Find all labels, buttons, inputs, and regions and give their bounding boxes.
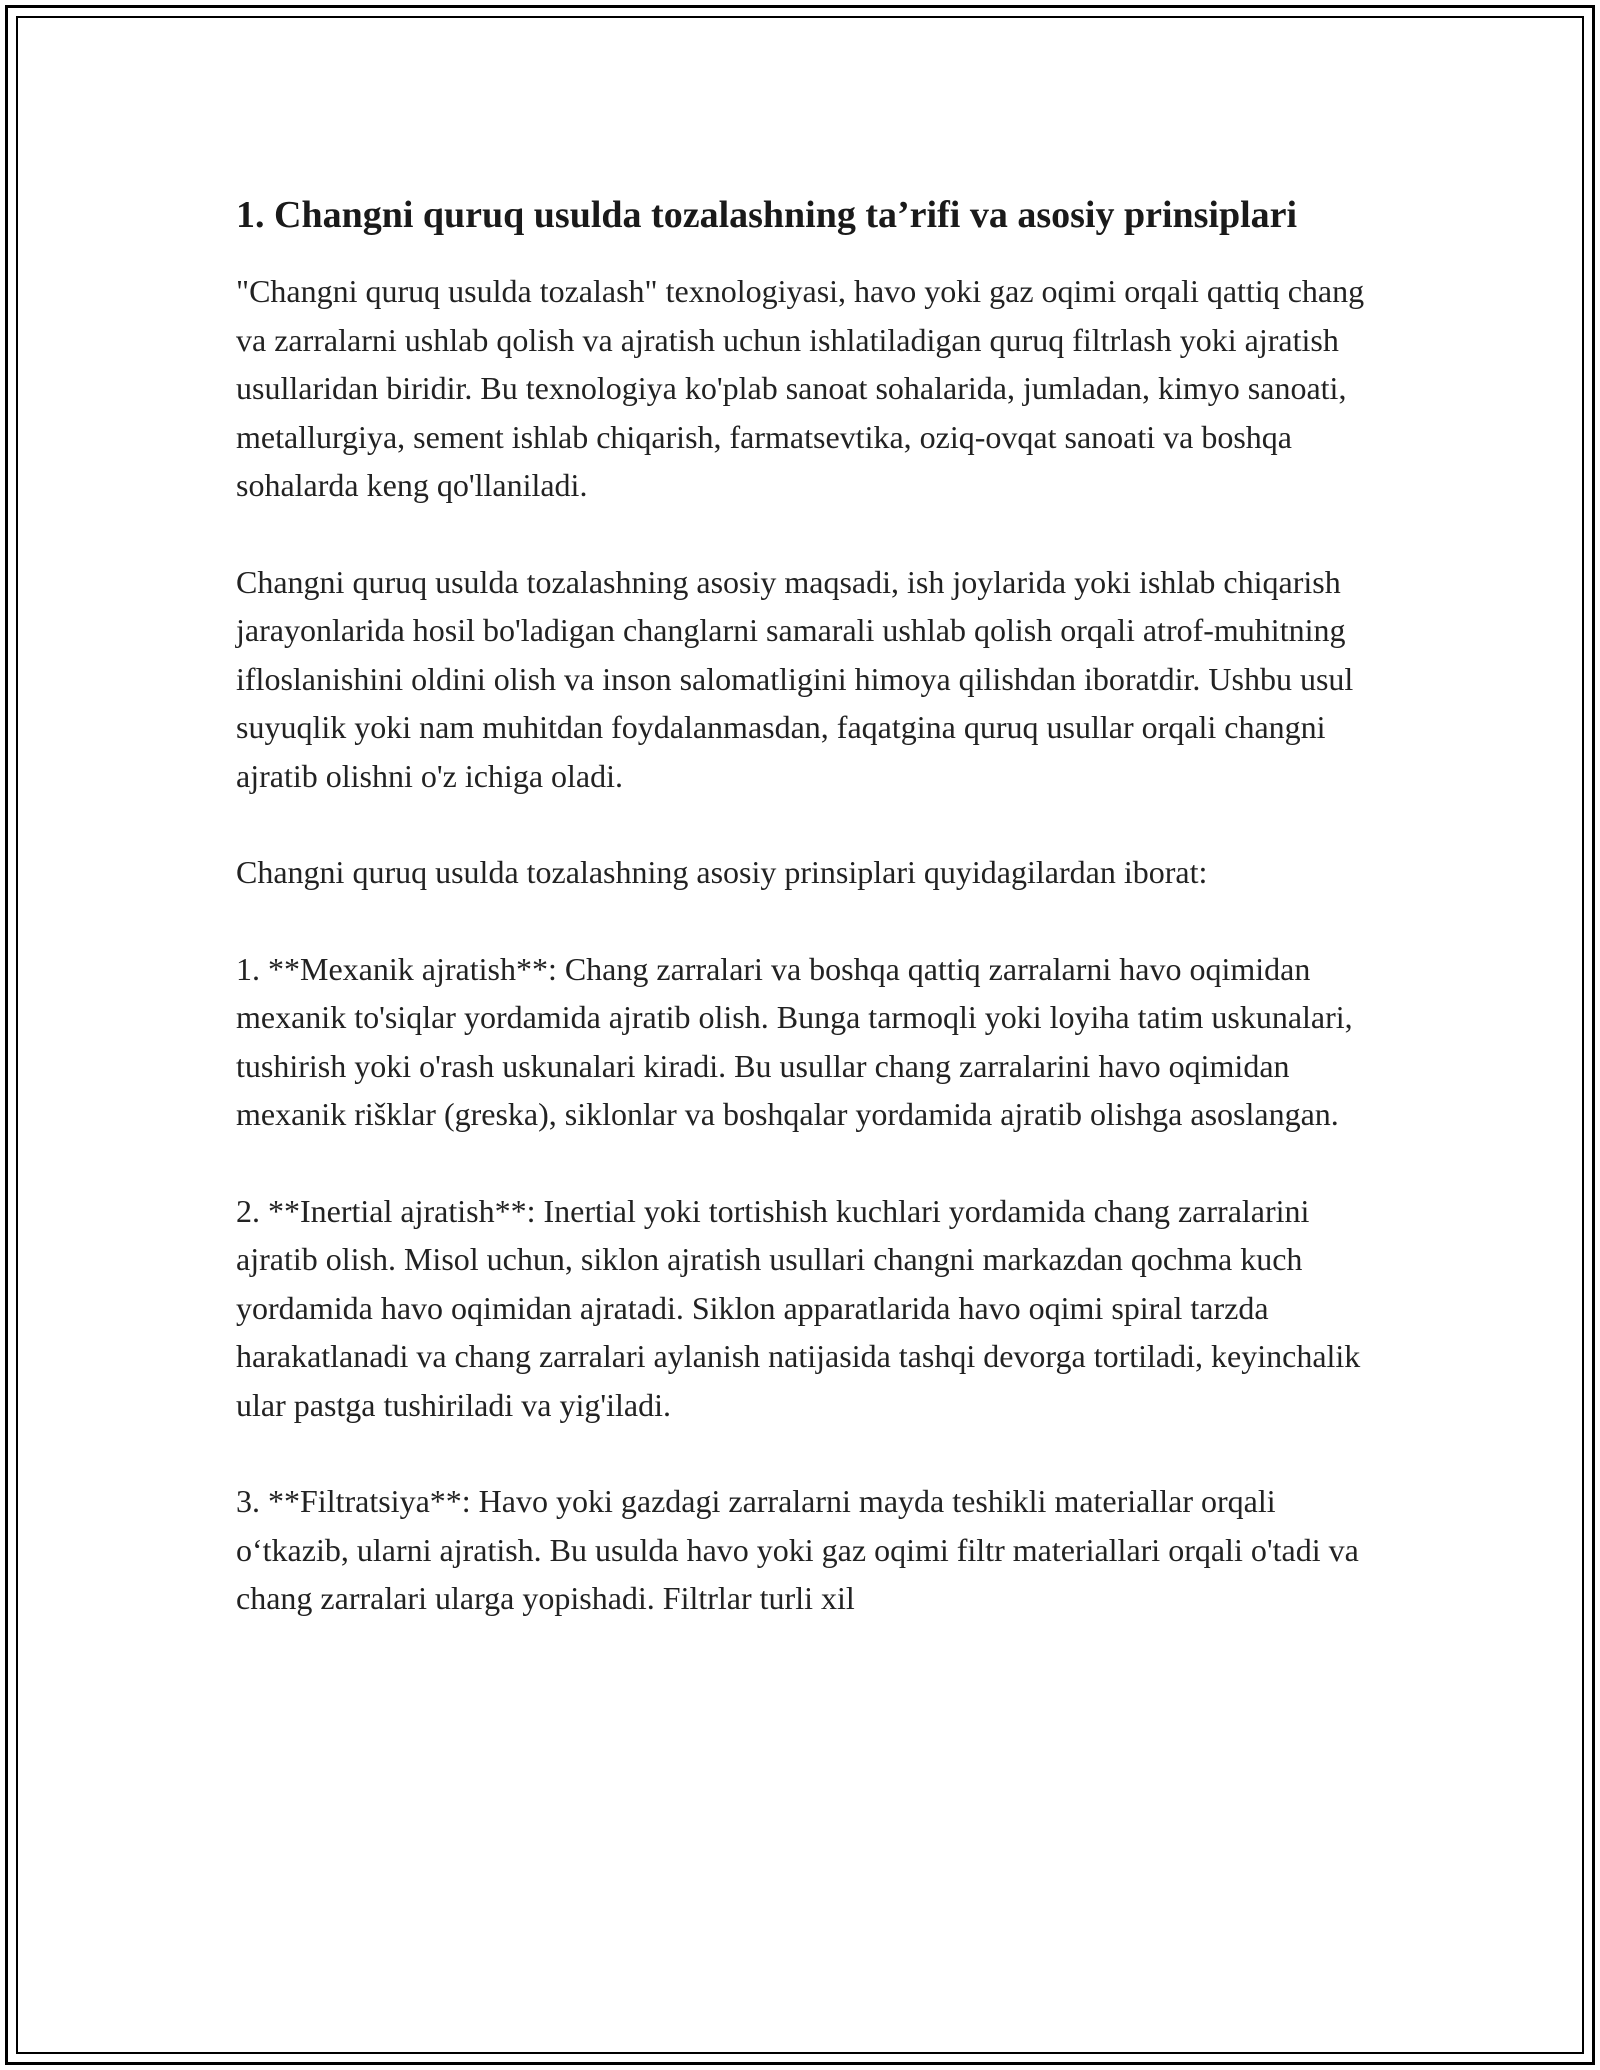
paragraph-filtration: 3. **Filtratsiya**: Havo yoki gazdagi zarralarni mayda teshikli materiallar orqali o‘tkazib, ularni ajratish. Bu usulda havo yoki gaz oqimi filtr materiallari orqali o'tadi va chang zarralari ularga yopishadi. Filtrlar turli xil — [236, 1483, 1359, 1616]
paragraph-inertial-separation: 2. **Inertial ajratish**: Inertial yoki tortishish kuchlari yordamida chang zarralarini ajratib olish. Misol uchun, siklon ajratish usullari changni markazdan qochma kuch yordamida havo oqimidan ajratadi. Siklon apparatlarida havo oqimi spiral tarzda harakatlanadi va chang zarralari aylanish natijasida tashqi devorga tortiladi, keyinchalik ular pastga tushiriladi va yig'iladi. — [236, 1192, 1361, 1423]
section-heading: 1. Changni quruq usulda tozalashning ta’rifi va asosiy prinsiplari — [236, 194, 1298, 236]
paragraph-purpose: Changni quruq usulda tozalashning asosiy maqsadi, ish joylarida yoki ishlab chiqarish jarayonlarida hosil bo'ladigan changlarni samarali ushlab qolish orqali atrof-muhitning ifloslanishini oldini olish va inson salomatligini himoya qilishdan iboratdir. Ushbu usul suyuqlik yoki nam muhitdan foydalanmasdan, faqatgina quruq usullar orqali changni ajratib olishni o'z ichiga oladi. — [236, 563, 1354, 794]
paragraph-principles-intro: Changni quruq usulda tozalashning asosiy prinsiplari quyidagilardan iborat: — [236, 854, 1208, 890]
paragraph-definition: "Changni quruq usulda tozalash" texnologiyasi, havo yoki gaz oqimi orqali qattiq chang va zarralarni ushlab qolish va ajratish uchun ishlatiladigan quruq filtrlash yoki ajratish usullaridan biridir. Bu texnologiya ko'plab sanoat sohalarida, jumladan, kimyo sanoati, metallurgiya, sement ishlab chiqarish, farmatsevtika, oziq-ovqat sanoati va boshqa sohalarda keng qo'llaniladi. — [236, 273, 1365, 503]
document-body — [236, 188, 1376, 1671]
paragraph-mechanical-separation: 1. **Mexanik ajratish**: Chang zarralari va boshqa qattiq zarralarni havo oqimidan mexanik to'siqlar yordamida ajratib olish. Bunga tarmoqli yoki loyiha tatim uskunalari, tushirish yoki o'rash uskunalari kiradi. Bu usullar chang zarralarini havo oqimidan mexanik rišklar (greska), siklonlar va boshqalar yordamida ajratib olishga asoslangan. — [236, 950, 1353, 1132]
